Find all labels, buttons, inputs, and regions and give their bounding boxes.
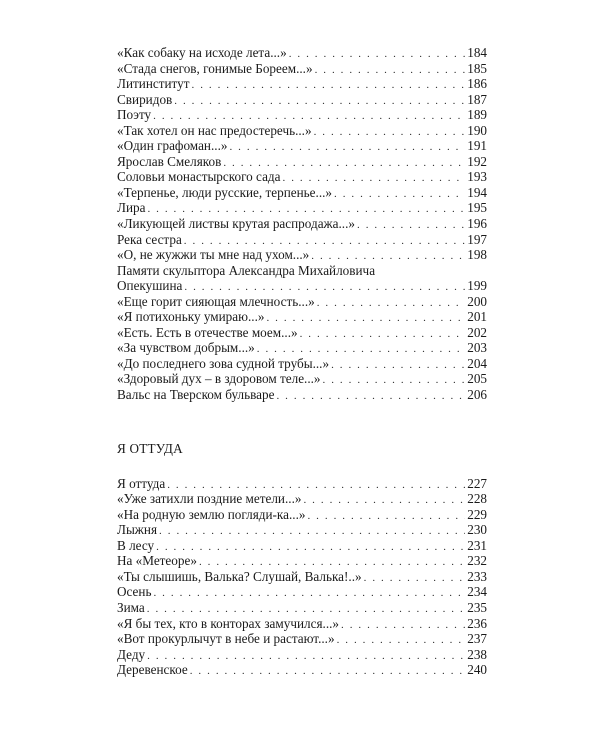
toc-entry[interactable] (117, 169, 487, 185)
toc-entry[interactable] (117, 216, 487, 232)
toc-entry-page: 234 (467, 584, 487, 600)
dot-leader (341, 618, 465, 634)
toc-entry-title: «Один графоман...» (117, 138, 228, 154)
dot-leader (300, 327, 466, 343)
toc-entry-page: 232 (467, 553, 487, 569)
toc-entry-title: На «Метеоре» (117, 553, 197, 569)
toc-entry[interactable] (117, 185, 487, 201)
toc-entry-page: 206 (467, 387, 487, 403)
dot-leader (323, 373, 466, 389)
toc-entry[interactable] (117, 584, 487, 600)
toc-entry-page: 202 (467, 324, 487, 340)
toc-entry-page: 190 (467, 122, 487, 138)
dot-leader (147, 649, 465, 665)
toc-entry-title: «На родную землю погляди-ка...» (117, 506, 306, 522)
dot-leader (229, 140, 465, 156)
toc-entry[interactable] (117, 92, 487, 108)
toc-entry-page: 236 (467, 615, 487, 631)
dot-leader (334, 187, 465, 203)
toc-entry-multiline-first-line[interactable] (117, 263, 487, 279)
toc-entry-title: «Я бы тех, кто в конторах замучился...» (117, 615, 340, 631)
toc-entry[interactable] (117, 76, 487, 92)
toc-entry[interactable] (117, 200, 487, 216)
toc-entry-title: Литинститут (117, 76, 190, 92)
toc-entry-title: Опекушина (117, 278, 183, 294)
toc-entry[interactable] (117, 294, 487, 310)
dot-leader (174, 94, 465, 110)
toc-entry[interactable] (117, 232, 487, 248)
toc-entry[interactable] (117, 616, 487, 632)
dot-leader (303, 493, 465, 509)
toc-entry-page: 184 (467, 45, 487, 60)
toc-entry-page: 240 (467, 662, 487, 678)
toc-entry[interactable] (117, 553, 487, 569)
toc-entry-title: Лира (117, 200, 146, 216)
toc-entry-page: 233 (467, 568, 487, 584)
toc-entry-title: Ярослав Смеляков (117, 153, 222, 169)
dot-leader (153, 586, 465, 602)
toc-entry[interactable] (117, 61, 487, 77)
toc-entry-page: 197 (467, 231, 487, 247)
toc-entry-title: «Еще горит сияющая млечность...» (117, 293, 315, 309)
toc-entry[interactable] (117, 476, 487, 492)
dot-leader (314, 125, 466, 141)
dot-leader (364, 571, 466, 587)
dot-leader (276, 389, 465, 405)
dot-leader (317, 296, 466, 312)
toc-entry-page: 227 (467, 475, 487, 491)
toc-entry-page: 189 (467, 107, 487, 123)
toc-entry-page: 200 (467, 293, 487, 309)
dot-leader (159, 524, 465, 540)
toc-entry[interactable] (117, 507, 487, 523)
toc-entry-title: «Как собаку на исходе лета...» (117, 45, 287, 60)
toc-entry-page: 237 (467, 631, 487, 647)
toc-entry-title: Река сестра (117, 231, 182, 247)
dot-leader (357, 218, 465, 234)
dot-leader (337, 633, 466, 649)
table-of-contents-page (117, 45, 487, 678)
toc-entry-title: «Есть. Есть в отечестве моем...» (117, 324, 298, 340)
toc-entry-title: «Стада снегов, гонимые Бореем...» (117, 60, 313, 76)
toc-entry-title: Деревенское (117, 662, 188, 678)
toc-entry-page: 194 (467, 184, 487, 200)
toc-entry-page: 193 (467, 169, 487, 185)
toc-entry-title: Поэту (117, 107, 152, 123)
toc-entry-page: 198 (467, 247, 487, 263)
toc-entry-title: «Здоровый дух – в здоровом теле...» (117, 371, 321, 387)
toc-entry[interactable] (117, 45, 487, 61)
toc-section-1 (117, 45, 487, 403)
section-heading: Я ОТТУДА (117, 440, 183, 456)
toc-entry[interactable] (117, 600, 487, 616)
toc-entry-title: Зима (117, 599, 145, 615)
toc-entry-title: «Ликующей листвы крутая распродажа...» (117, 216, 355, 232)
toc-entry[interactable] (117, 123, 487, 139)
toc-entry[interactable] (117, 138, 487, 154)
dot-leader (307, 509, 465, 525)
toc-entry-title: Деду (117, 646, 146, 662)
toc-entry-title: Вальс на Тверском бульваре (117, 387, 275, 403)
toc-entry-title: Осень (117, 584, 152, 600)
toc-entry-page: 196 (467, 216, 487, 232)
toc-entry[interactable] (117, 491, 487, 507)
dot-leader (315, 63, 466, 79)
toc-entry-title: «Вот прокурлычут в небе и растают...» (117, 631, 335, 647)
toc-entry-title: В лесу (117, 537, 155, 553)
toc-entry-page: 231 (467, 537, 487, 553)
toc-section-2 (117, 476, 487, 678)
toc-entry-page: 201 (467, 309, 487, 325)
toc-entry-page: 203 (467, 340, 487, 356)
toc-entry-title: «До последнего зова судной трубы...» (117, 355, 330, 371)
toc-entry[interactable] (117, 538, 487, 554)
toc-entry-page: 204 (467, 355, 487, 371)
toc-entry-page: 185 (467, 60, 487, 76)
toc-entry-page: 187 (467, 91, 487, 107)
toc-entry-title: «О, не жужжи ты мне над ухом...» (117, 247, 310, 263)
toc-entry-title: Я оттуда (117, 475, 166, 491)
dot-leader (192, 78, 466, 94)
toc-entry-title: Памяти скульптора Александра Михайловича (117, 262, 376, 278)
toc-entry[interactable] (117, 647, 487, 663)
toc-entry-title: «Терпенье, люди русские, терпенье...» (117, 184, 333, 200)
toc-entry-title: «За чувством добрым...» (117, 340, 255, 356)
toc-entry[interactable] (117, 154, 487, 170)
toc-entry-page: 192 (467, 153, 487, 169)
dot-leader (289, 47, 466, 63)
toc-entry[interactable] (117, 569, 487, 585)
toc-entry[interactable] (117, 662, 487, 678)
toc-entry-page: 205 (467, 371, 487, 387)
toc-entry-page: 195 (467, 200, 487, 216)
toc-entry-title: Свиридов (117, 91, 173, 107)
toc-entry-multiline-second-line[interactable] (117, 278, 487, 294)
toc-entry[interactable] (117, 387, 487, 403)
toc-entry-page: 238 (467, 646, 487, 662)
toc-entry-title: «Я потихоньку умираю...» (117, 309, 265, 325)
toc-entry-page: 229 (467, 506, 487, 522)
toc-entry[interactable] (117, 107, 487, 123)
toc-entry-page: 235 (467, 599, 487, 615)
toc-entry[interactable] (117, 340, 487, 356)
toc-entry-title: «Ты слышишь, Валька? Слушай, Валька!..» (117, 568, 362, 584)
toc-entry[interactable] (117, 356, 487, 372)
toc-entry-title: Соловьи монастырского сада (117, 169, 281, 185)
toc-entry[interactable] (117, 325, 487, 341)
toc-entry-page: 228 (467, 491, 487, 507)
toc-entry[interactable] (117, 522, 487, 538)
dot-leader (190, 664, 466, 680)
toc-entry[interactable] (117, 631, 487, 647)
dot-leader (156, 540, 465, 556)
toc-entry-page: 186 (467, 76, 487, 92)
toc-entry[interactable] (117, 247, 487, 263)
toc-entry-title: «Уже затихли поздние метели...» (117, 491, 302, 507)
toc-entry-title: «Так хотел он нас предостеречь...» (117, 122, 312, 138)
toc-entry-page: 199 (467, 278, 487, 294)
toc-entry[interactable] (117, 309, 487, 325)
toc-entry[interactable] (117, 371, 487, 387)
toc-entry-page: 191 (467, 138, 487, 154)
dot-leader (331, 358, 465, 374)
toc-entry-title: Лыжня (117, 522, 158, 538)
toc-entry-page: 230 (467, 522, 487, 538)
